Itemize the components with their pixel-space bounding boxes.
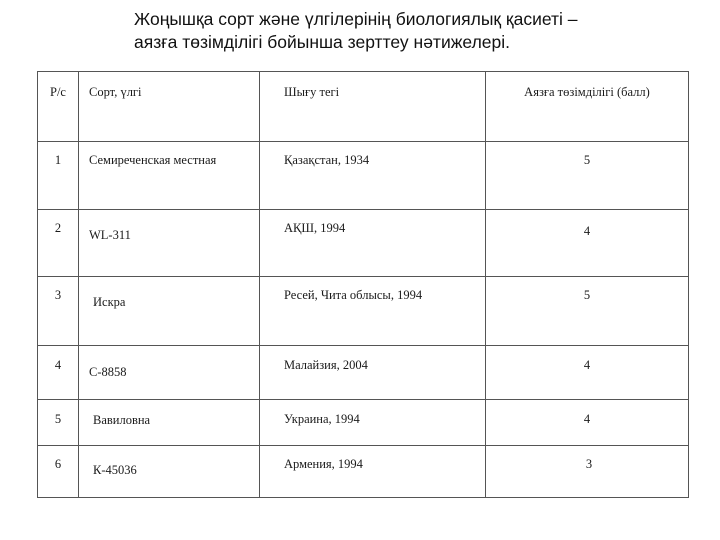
- cell-num: [38, 277, 79, 346]
- variety-text: Искра: [93, 295, 126, 309]
- cell-num: [38, 210, 79, 277]
- header-variety-text: Сорт, үлгі: [89, 85, 142, 99]
- row-num-text: 2: [54, 221, 62, 235]
- cell-frost: [486, 400, 689, 446]
- cell-origin: [260, 346, 486, 400]
- variety-text: С-8858: [89, 365, 127, 379]
- cell-num: [38, 142, 79, 210]
- header-num-text: Р/с: [50, 85, 66, 99]
- title-line-2: аязға төзімділігі бойынша зерттеу нәтижелері.: [134, 32, 511, 52]
- cell-variety: [79, 210, 260, 277]
- row-num-text: 6: [54, 457, 62, 471]
- frost-text: 3: [585, 457, 593, 471]
- table-row: [38, 400, 689, 446]
- header-frost: [486, 72, 689, 142]
- table-row: [38, 210, 689, 277]
- cell-num: [38, 400, 79, 446]
- row-num-text: 3: [54, 288, 62, 302]
- table-row: [38, 346, 689, 400]
- origin-text: Украина, 1994: [284, 412, 360, 426]
- row-num-text: 1: [54, 153, 62, 167]
- row-num-text: 5: [54, 412, 62, 426]
- cell-variety: [79, 400, 260, 446]
- page-title: [134, 8, 694, 54]
- cell-num: [38, 346, 79, 400]
- cell-num: [38, 446, 79, 498]
- variety-text: К-45036: [93, 463, 137, 477]
- cell-origin: [260, 400, 486, 446]
- frost-resistance-table: [37, 71, 689, 498]
- table-row: [38, 446, 689, 498]
- cell-variety: [79, 277, 260, 346]
- cell-origin: [260, 142, 486, 210]
- cell-origin: [260, 210, 486, 277]
- cell-origin: [260, 277, 486, 346]
- variety-text: Вавиловна: [93, 413, 151, 427]
- origin-text: Армения, 1994: [284, 457, 363, 471]
- frost-text: 4: [583, 224, 591, 238]
- cell-frost: [486, 346, 689, 400]
- cell-frost: [486, 277, 689, 346]
- header-variety: [79, 72, 260, 142]
- origin-text: Малайзия, 2004: [284, 358, 368, 372]
- header-num: [38, 72, 79, 142]
- origin-text: Ресей, Чита облысы, 1994: [284, 288, 423, 302]
- origin-text: Қазақстан, 1934: [284, 153, 370, 167]
- table-header-row: [38, 72, 689, 142]
- title-line-1: Жоңышқа сорт және үлгілерінің биологиялық қасиеті –: [134, 9, 578, 29]
- table-row: [38, 277, 689, 346]
- header-origin-text: Шығу тегі: [284, 85, 340, 99]
- header-origin: [260, 72, 486, 142]
- frost-text: 4: [583, 358, 591, 372]
- cell-frost: [486, 210, 689, 277]
- frost-text: 5: [583, 153, 591, 167]
- cell-variety: [79, 142, 260, 210]
- row-num-text: 4: [54, 358, 62, 372]
- frost-text: 4: [583, 412, 591, 426]
- cell-variety: [79, 446, 260, 498]
- frost-text: 5: [583, 288, 591, 302]
- cell-frost: [486, 142, 689, 210]
- cell-frost: [486, 446, 689, 498]
- cell-origin: [260, 446, 486, 498]
- variety-text: Семиреченская местная: [89, 153, 217, 167]
- header-frost-text: Аязға төзімділігі (балл): [524, 85, 650, 99]
- origin-text: АҚШ, 1994: [284, 221, 346, 235]
- table-row: [38, 142, 689, 210]
- cell-variety: [79, 346, 260, 400]
- variety-text: WL-311: [89, 228, 131, 242]
